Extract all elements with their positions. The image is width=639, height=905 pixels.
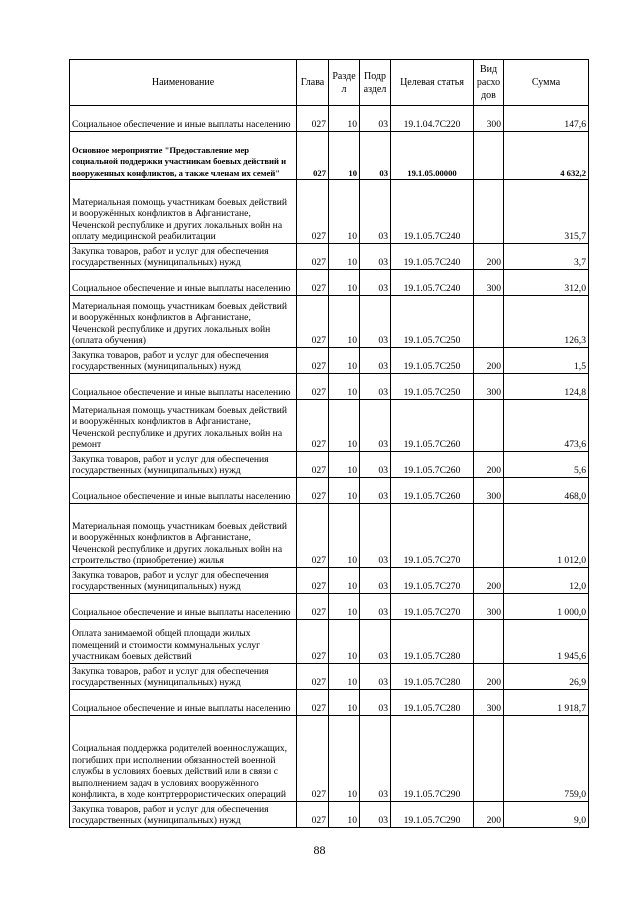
cell-razdel: 10 — [329, 620, 360, 664]
cell-target: 19.1.05.7С290 — [391, 716, 474, 802]
cell-podrazdel: 03 — [360, 664, 391, 690]
cell-name: Социальная поддержка родителей военнослужащих, погибших при исполнении обязанностей военной службы в условиях боевых действий или в связи с выполнением задач в условиях вооружённого конфликта, в ходе контртеррористических операций — [70, 716, 297, 802]
cell-razdel: 10 — [329, 568, 360, 594]
cell-vid — [474, 180, 504, 244]
cell-name: Закупка товаров, работ и услуг для обеспечения государственных (муниципальных) нужд — [70, 348, 297, 374]
cell-glava: 027 — [297, 802, 329, 828]
table-row — [70, 296, 589, 348]
header-podrazdel: Подр аздел — [360, 60, 391, 106]
budget-table — [69, 59, 589, 828]
cell-name: Социальное обеспечение и иные выплаты населению — [70, 106, 297, 132]
cell-razdel: 10 — [329, 594, 360, 620]
cell-target: 19.1.05.7С250 — [391, 348, 474, 374]
cell-vid: 200 — [474, 348, 504, 374]
cell-podrazdel: 03 — [360, 348, 391, 374]
cell-name: Материальная помощь участникам боевых действий и вооружённых конфликтов в Афганистане, Чеченской республике и других локальных войн на ремонт — [70, 400, 297, 452]
cell-vid: 300 — [474, 690, 504, 716]
cell-razdel: 10 — [329, 374, 360, 400]
cell-target: 19.1.05.7С270 — [391, 594, 474, 620]
table-row — [70, 244, 589, 270]
cell-target: 19.1.05.7С270 — [391, 504, 474, 568]
cell-glava: 027 — [297, 374, 329, 400]
cell-target: 19.1.05.7С260 — [391, 478, 474, 504]
cell-podrazdel: 03 — [360, 478, 391, 504]
cell-target: 19.1.05.7С240 — [391, 270, 474, 296]
cell-sum: 759,0 — [504, 716, 589, 802]
cell-podrazdel: 03 — [360, 504, 391, 568]
cell-razdel: 10 — [329, 348, 360, 374]
cell-podrazdel: 03 — [360, 132, 391, 180]
cell-name: Социальное обеспечение и иные выплаты населению — [70, 594, 297, 620]
header-glava: Глава — [297, 60, 329, 106]
cell-glava: 027 — [297, 452, 329, 478]
cell-target: 19.1.05.7С240 — [391, 244, 474, 270]
table-row — [70, 180, 589, 244]
cell-sum: 4 632,2 — [504, 132, 589, 180]
header-name: Наименование — [70, 60, 297, 106]
table-row — [70, 374, 589, 400]
cell-razdel: 10 — [329, 270, 360, 296]
cell-razdel: 10 — [329, 400, 360, 452]
cell-vid: 200 — [474, 244, 504, 270]
cell-podrazdel: 03 — [360, 594, 391, 620]
table-row — [70, 132, 589, 180]
cell-glava: 027 — [297, 296, 329, 348]
cell-vid — [474, 504, 504, 568]
header-sum: Сумма — [504, 60, 589, 106]
cell-sum: 312,0 — [504, 270, 589, 296]
cell-name: Социальное обеспечение и иные выплаты населению — [70, 270, 297, 296]
table-header-row — [70, 60, 589, 106]
cell-razdel: 10 — [329, 690, 360, 716]
cell-sum: 26,9 — [504, 664, 589, 690]
cell-razdel: 10 — [329, 802, 360, 828]
cell-sum: 1 012,0 — [504, 504, 589, 568]
table-row — [70, 270, 589, 296]
cell-sum: 468,0 — [504, 478, 589, 504]
header-razdel: Разде л — [329, 60, 360, 106]
cell-razdel: 10 — [329, 716, 360, 802]
table-row — [70, 620, 589, 664]
cell-sum: 9,0 — [504, 802, 589, 828]
cell-name: Закупка товаров, работ и услуг для обеспечения государственных (муниципальных) нужд — [70, 568, 297, 594]
cell-vid: 300 — [474, 594, 504, 620]
cell-podrazdel: 03 — [360, 180, 391, 244]
cell-glava: 027 — [297, 568, 329, 594]
table-row — [70, 478, 589, 504]
cell-name: Закупка товаров, работ и услуг для обеспечения государственных (муниципальных) нужд — [70, 802, 297, 828]
cell-target: 19.1.05.7С250 — [391, 374, 474, 400]
cell-sum: 315,7 — [504, 180, 589, 244]
cell-sum: 1,5 — [504, 348, 589, 374]
cell-name: Основное мероприятие "Предоставление мер социальной поддержки участникам боевых действий и вооруженных конфликтов, а также членам их семей" — [70, 132, 297, 180]
cell-vid: 200 — [474, 452, 504, 478]
cell-glava: 027 — [297, 400, 329, 452]
cell-sum: 1 945,6 — [504, 620, 589, 664]
cell-vid: 300 — [474, 270, 504, 296]
cell-glava: 027 — [297, 716, 329, 802]
cell-sum: 126,3 — [504, 296, 589, 348]
cell-vid: 300 — [474, 106, 504, 132]
cell-vid — [474, 620, 504, 664]
cell-target: 19.1.05.7С250 — [391, 296, 474, 348]
table-row — [70, 348, 589, 374]
cell-name: Закупка товаров, работ и услуг для обеспечения государственных (муниципальных) нужд — [70, 244, 297, 270]
cell-glava: 027 — [297, 132, 329, 180]
cell-glava: 027 — [297, 620, 329, 664]
table-row — [70, 504, 589, 568]
cell-target: 19.1.05.7С240 — [391, 180, 474, 244]
cell-target: 19.1.05.7С290 — [391, 802, 474, 828]
cell-razdel: 10 — [329, 244, 360, 270]
cell-glava: 027 — [297, 180, 329, 244]
cell-sum: 5,6 — [504, 452, 589, 478]
cell-target: 19.1.05.7С260 — [391, 452, 474, 478]
table-row — [70, 106, 589, 132]
cell-glava: 027 — [297, 270, 329, 296]
header-vid: Вид расхо дов — [474, 60, 504, 106]
cell-name: Материальная помощь участникам боевых действий и вооружённых конфликтов в Афганистане, Чеченской республике и других локальных войн на строительство (приобретение) жилья — [70, 504, 297, 568]
cell-name: Материальная помощь участникам боевых действий и вооружённых конфликтов в Афганистане, Чеченской республике и других локальных войн на оплату медицинской реабилитации — [70, 180, 297, 244]
cell-target: 19.1.05.7С280 — [391, 690, 474, 716]
table-row — [70, 452, 589, 478]
cell-name: Закупка товаров, работ и услуг для обеспечения государственных (муниципальных) нужд — [70, 452, 297, 478]
cell-razdel: 10 — [329, 180, 360, 244]
cell-sum: 124,8 — [504, 374, 589, 400]
cell-sum: 147,6 — [504, 106, 589, 132]
cell-podrazdel: 03 — [360, 106, 391, 132]
cell-vid — [474, 296, 504, 348]
cell-podrazdel: 03 — [360, 374, 391, 400]
cell-target: 19.1.05.7С280 — [391, 664, 474, 690]
cell-vid — [474, 132, 504, 180]
cell-target: 19.1.05.7С260 — [391, 400, 474, 452]
cell-name: Материальная помощь участникам боевых действий и вооружённых конфликтов в Афганистане, Чеченской республике и других локальных войн (оплата обучения) — [70, 296, 297, 348]
cell-sum: 3,7 — [504, 244, 589, 270]
cell-podrazdel: 03 — [360, 690, 391, 716]
table-row — [70, 716, 589, 802]
cell-vid: 200 — [474, 568, 504, 594]
cell-name: Закупка товаров, работ и услуг для обеспечения государственных (муниципальных) нужд — [70, 664, 297, 690]
cell-glava: 027 — [297, 106, 329, 132]
cell-name: Оплата занимаемой общей площади жилых помещений и стоимости коммунальных услуг участникам боевых действий — [70, 620, 297, 664]
cell-glava: 027 — [297, 504, 329, 568]
cell-razdel: 10 — [329, 478, 360, 504]
cell-podrazdel: 03 — [360, 270, 391, 296]
table-row — [70, 664, 589, 690]
cell-glava: 027 — [297, 690, 329, 716]
cell-podrazdel: 03 — [360, 452, 391, 478]
cell-vid: 200 — [474, 664, 504, 690]
cell-razdel: 10 — [329, 106, 360, 132]
cell-podrazdel: 03 — [360, 568, 391, 594]
cell-sum: 12,0 — [504, 568, 589, 594]
cell-razdel: 10 — [329, 132, 360, 180]
cell-vid — [474, 716, 504, 802]
cell-razdel: 10 — [329, 452, 360, 478]
cell-podrazdel: 03 — [360, 802, 391, 828]
cell-target: 19.1.05.7С270 — [391, 568, 474, 594]
cell-target: 19.1.05.00000 — [391, 132, 474, 180]
cell-vid: 200 — [474, 802, 504, 828]
cell-vid: 300 — [474, 374, 504, 400]
cell-podrazdel: 03 — [360, 620, 391, 664]
page-number: 88 — [313, 843, 326, 857]
cell-glava: 027 — [297, 594, 329, 620]
cell-vid — [474, 400, 504, 452]
cell-glava: 027 — [297, 478, 329, 504]
cell-sum: 1 918,7 — [504, 690, 589, 716]
cell-glava: 027 — [297, 244, 329, 270]
cell-podrazdel: 03 — [360, 400, 391, 452]
table-row — [70, 400, 589, 452]
cell-name: Социальное обеспечение и иные выплаты населению — [70, 374, 297, 400]
cell-razdel: 10 — [329, 664, 360, 690]
cell-glava: 027 — [297, 664, 329, 690]
cell-razdel: 10 — [329, 296, 360, 348]
cell-glava: 027 — [297, 348, 329, 374]
cell-vid: 300 — [474, 478, 504, 504]
cell-podrazdel: 03 — [360, 716, 391, 802]
cell-name: Социальное обеспечение и иные выплаты населению — [70, 478, 297, 504]
cell-target: 19.1.04.7С220 — [391, 106, 474, 132]
table-row — [70, 594, 589, 620]
table-row — [70, 690, 589, 716]
table-row — [70, 568, 589, 594]
cell-podrazdel: 03 — [360, 244, 391, 270]
cell-name: Социальное обеспечение и иные выплаты населению — [70, 690, 297, 716]
cell-podrazdel: 03 — [360, 296, 391, 348]
header-target: Целевая статья — [391, 60, 474, 106]
cell-target: 19.1.05.7С280 — [391, 620, 474, 664]
table-row — [70, 802, 589, 828]
cell-sum: 473,6 — [504, 400, 589, 452]
cell-sum: 1 000,0 — [504, 594, 589, 620]
cell-razdel: 10 — [329, 504, 360, 568]
